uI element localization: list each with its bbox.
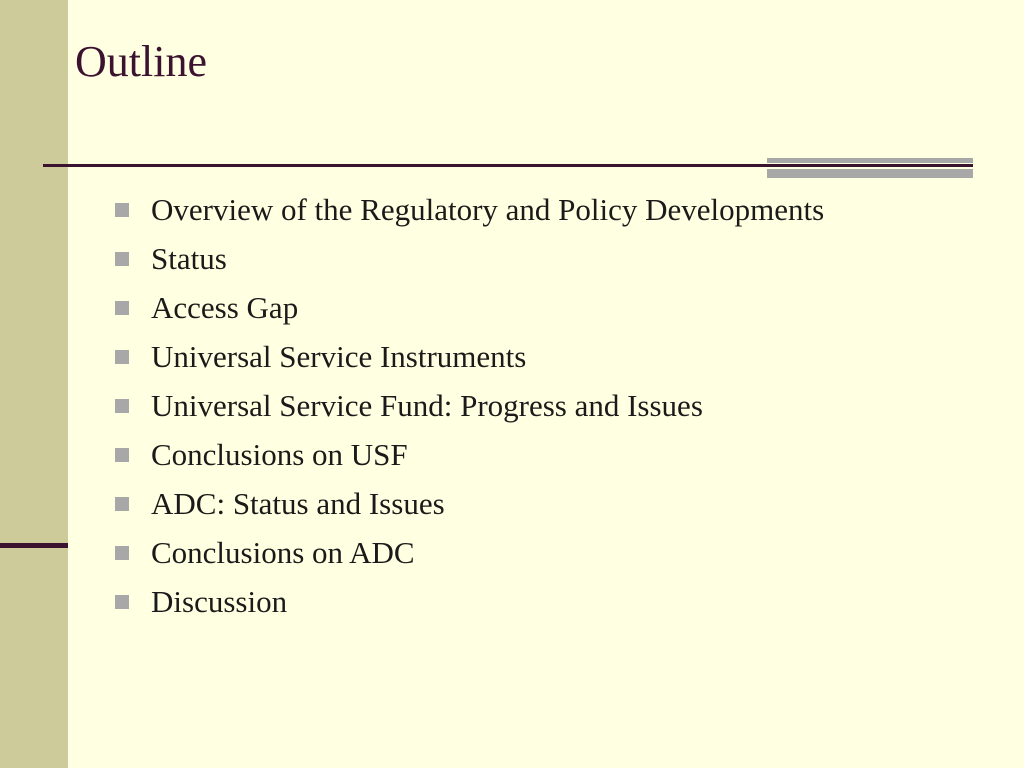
square-bullet-icon — [115, 448, 129, 462]
outline-item — [115, 283, 824, 332]
slide-title: Outline — [75, 37, 207, 86]
square-bullet-icon — [115, 497, 129, 511]
square-bullet-icon — [115, 595, 129, 609]
outline-item-label: Conclusions on USF — [151, 436, 408, 472]
left-sidebar-bar — [0, 0, 68, 768]
outline-item — [115, 332, 824, 381]
square-bullet-icon — [115, 301, 129, 315]
outline-item — [115, 234, 824, 283]
square-bullet-icon — [115, 252, 129, 266]
outline-item — [115, 479, 824, 528]
outline-item-label: Universal Service Instruments — [151, 338, 527, 374]
outline-item — [115, 430, 824, 479]
outline-item-label: Overview of the Regulatory and Policy Developments — [151, 191, 825, 227]
square-bullet-icon — [115, 399, 129, 413]
outline-item-label: Universal Service Fund: Progress and Issues — [151, 387, 703, 423]
outline-item — [115, 185, 824, 234]
outline-list — [115, 185, 824, 626]
outline-item-label: Discussion — [151, 583, 288, 619]
square-bullet-icon — [115, 350, 129, 364]
left-accent-line — [0, 543, 68, 548]
outline-item-label: ADC: Status and Issues — [151, 485, 445, 521]
outline-item-label: Access Gap — [151, 289, 299, 325]
outline-item-label: Status — [151, 240, 227, 276]
divider-accent — [767, 158, 973, 178]
outline-item — [115, 577, 824, 626]
outline-item-label: Conclusions on ADC — [151, 534, 415, 570]
outline-item — [115, 381, 824, 430]
outline-item — [115, 528, 824, 577]
square-bullet-icon — [115, 203, 129, 217]
square-bullet-icon — [115, 546, 129, 560]
